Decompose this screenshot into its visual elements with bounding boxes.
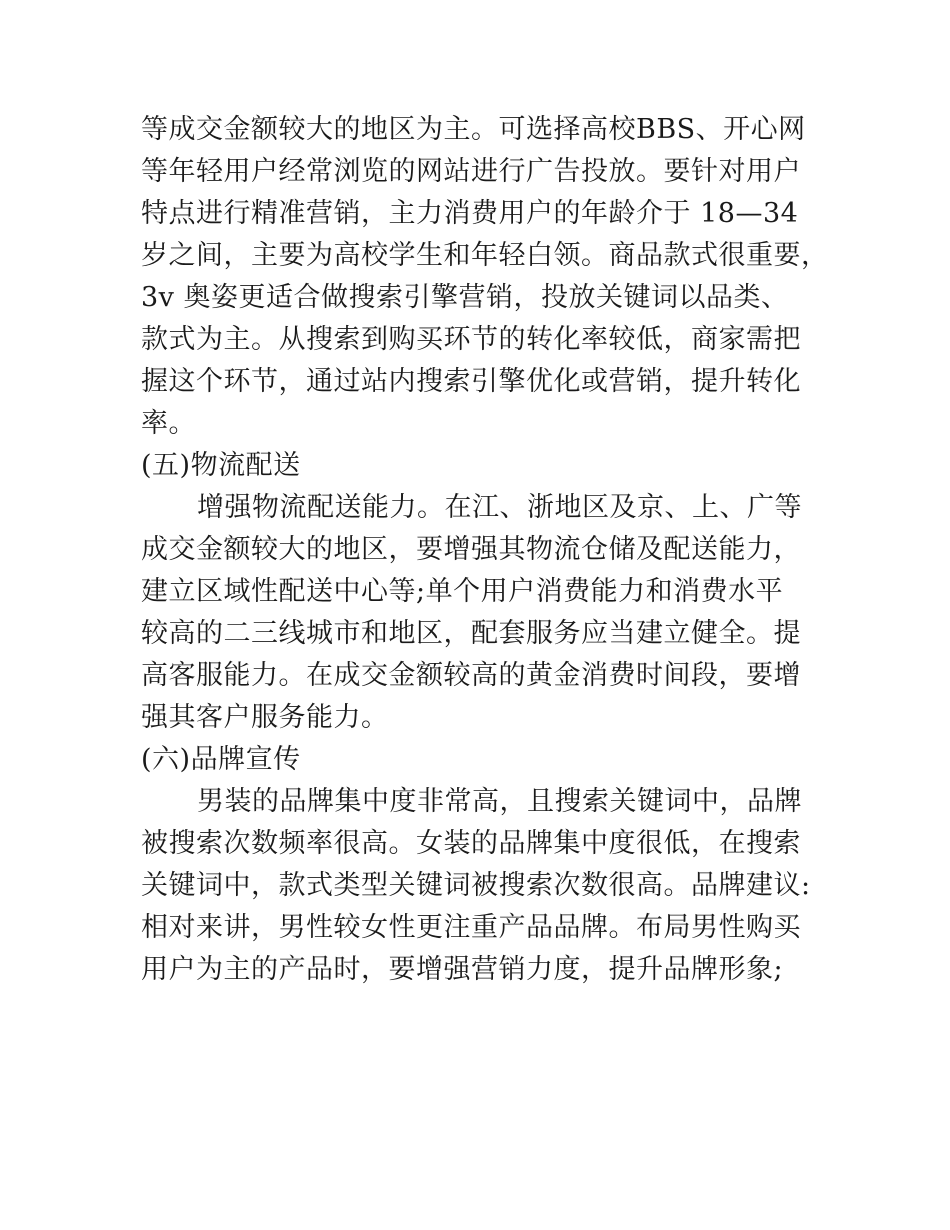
paragraph-start: 男装的品牌集中度非常高，且搜索关键词中，品牌 — [197, 786, 802, 817]
text-line: 成交金额较大的地区，要增强其物流仓储及配送能力， — [141, 534, 801, 565]
text-line: 高客服能力。在成交金额较高的黄金消费时间段，要增 — [141, 660, 801, 691]
text-line: 款式为主。从搜索到购买环节的转化率较低，商家需把 — [141, 324, 801, 355]
text-line: 相对来讲，男性较女性更注重产品品牌。布局男性购买 — [141, 912, 801, 943]
text-line: 岁之间，主要为高校学生和年轻白领。商品款式很重要， — [141, 240, 829, 271]
text-line: 特点进行精准营销，主力消费用户的年龄介于 18—34 — [141, 198, 799, 229]
text-line: 等成交金额较大的地区为主。可选择高校BBS、开心网 — [141, 114, 806, 145]
paragraph-start: 增强物流配送能力。在江、浙地区及京、上、广等 — [197, 492, 802, 523]
text-line: 建立区域性配送中心等;单个用户消费能力和消费水平 — [141, 576, 784, 607]
text-line: 3v 奥姿更适合做搜索引擎营销，投放关键词以品类、 — [141, 282, 789, 313]
text-line: 握这个环节，通过站内搜索引擎优化或营销，提升转化 — [141, 366, 801, 397]
text-line: 强其客户服务能力。 — [141, 702, 389, 733]
document-body — [141, 109, 841, 991]
section-heading-logistics: (五)物流配送 — [141, 450, 301, 481]
text-line: 关键词中，款式类型关键词被搜索次数很高。品牌建议: — [141, 870, 811, 901]
text-line: 等年轻用户经常浏览的网站进行广告投放。要针对用户 — [141, 156, 801, 187]
text-line: 被搜索次数频率很高。女装的品牌集中度很低，在搜索 — [141, 828, 801, 859]
text-line: 较高的二三线城市和地区，配套服务应当建立健全。提 — [141, 618, 801, 649]
text-line: 用户为主的产品时，要增强营销力度，提升品牌形象; — [141, 954, 784, 985]
section-heading-brand: (六)品牌宣传 — [141, 744, 301, 775]
text-line: 率。 — [141, 408, 196, 439]
